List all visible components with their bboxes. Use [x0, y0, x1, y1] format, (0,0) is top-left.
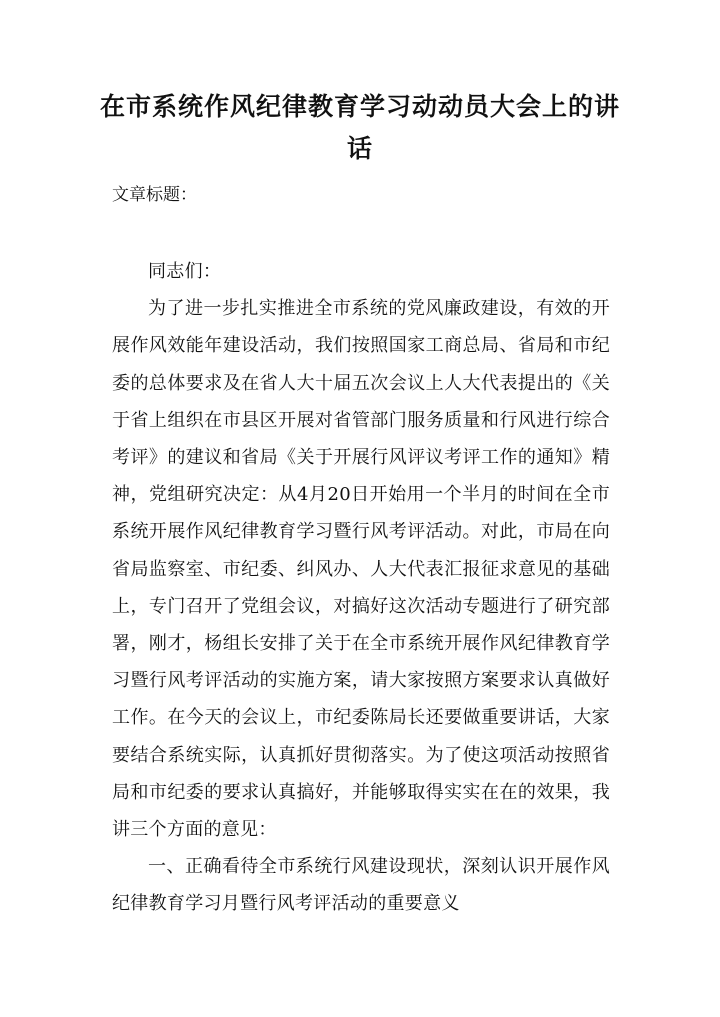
paragraph-intro: 为了进一步扎实推进全市系统的党风廉政建设，有效的开展作风效能年建设活动，我们按照国家工商总局、省局和市纪委的总体要求及在省人大十届五次会议上人大代表提出的《关于省上组织在市县区开展对省管部门服务质量和行风进行综合考评》的建议和省局《关于开展行风评议考评工作的通知》精神，党组研究决定：从4月20日开始用一个半月的时间在全市系统开展作风纪律教育学习暨行风考评活动。对此，市局在向省局监察室、市纪委、纠风办、人大代表汇报征求意见的基础上，专门召开了党组会议，对搞好这次活动专题进行了研究部署，刚才，杨组长安排了关于在全市系统开展作风纪律教育学习暨行风考评活动的实施方案，请大家按照方案要求认真做好工作。在今天的会议上，市纪委陈局长还要做重要讲话，大家要结合系统实际，认真抓好贯彻落实。为了使这项活动按照省局和市纪委的要求认真搞好，并能够取得实实在在的效果，我讲三个方面的意见：: [112, 298, 610, 841]
article-title-label: 文章标题：: [112, 185, 197, 205]
section-heading-one: 一、正确看待全市系统行风建设现状，深刻认识开展作风纪律教育学习月暨行风考评活动的重要意义: [112, 856, 610, 915]
greeting: 同志们：: [148, 261, 222, 282]
speech-body: [112, 253, 610, 923]
document-title: 在市系统作风纪律教育学习动动员大会上的讲话: [100, 92, 621, 163]
